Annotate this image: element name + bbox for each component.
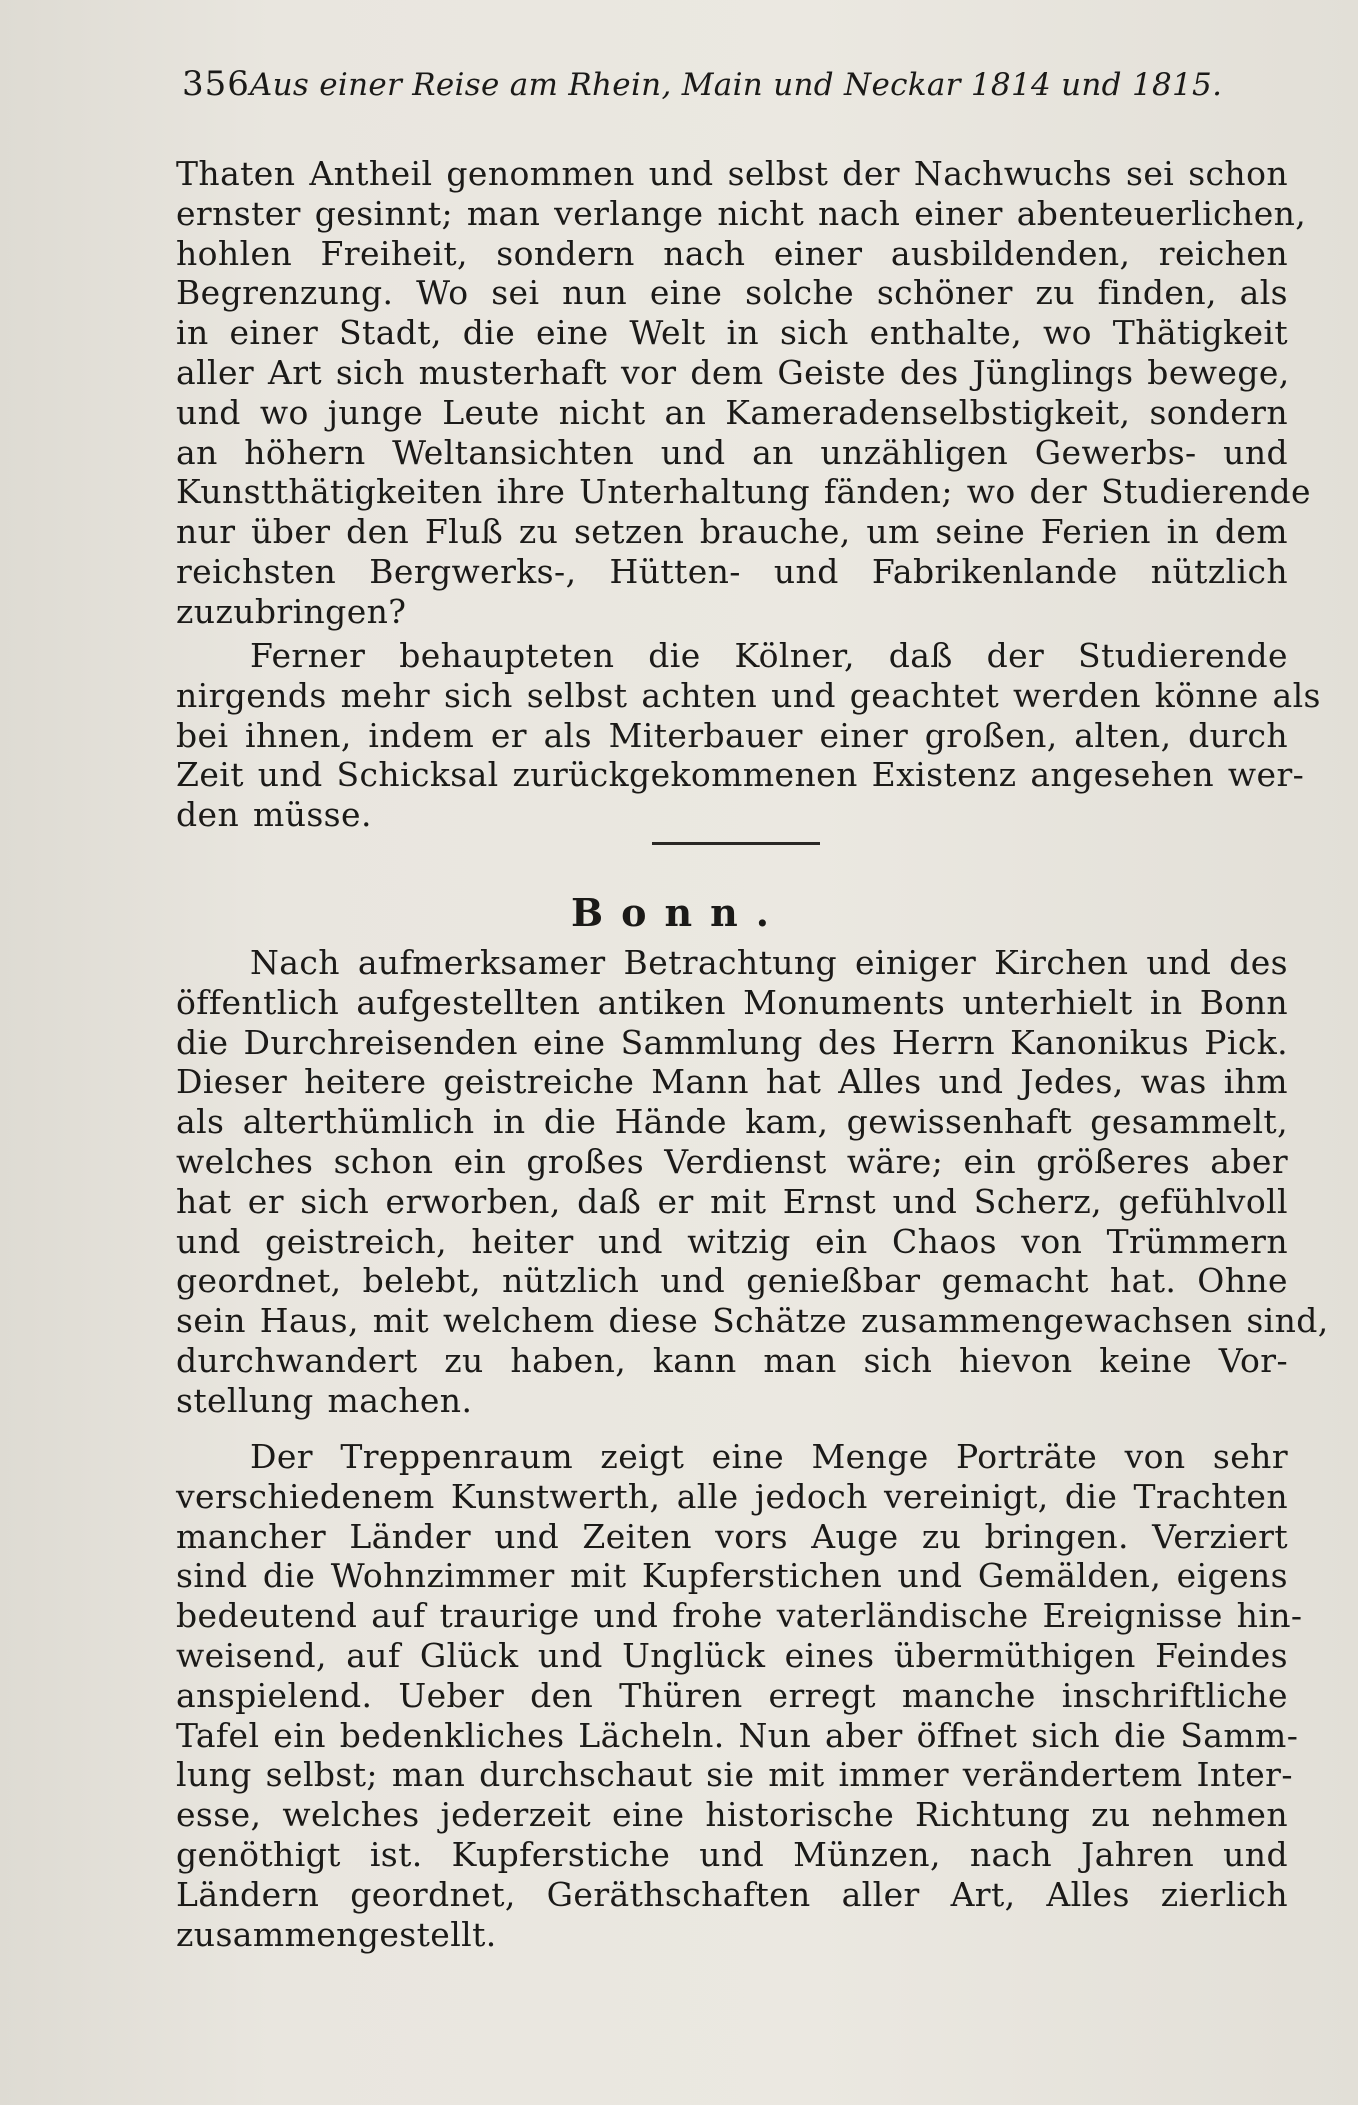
text-line: den müsse. [176, 795, 372, 835]
text-line: die Durchreisenden eine Sammlung des Herrn Kanonikus Pick. [176, 1022, 1288, 1062]
text-line: mancher Länder und Zeiten vors Auge zu bringen. Verziert [176, 1516, 1288, 1556]
section-divider [652, 842, 820, 845]
text-line: zusammengestellt. [176, 1914, 497, 1954]
paragraph-2 [176, 636, 1321, 835]
paragraph-4 [176, 1437, 1303, 1954]
page-header [182, 64, 1223, 114]
text-line: und geistreich, heiter und witzig ein Chaos von Trümmern [176, 1221, 1288, 1261]
page-number: 356 [182, 64, 250, 104]
text-line: an höhern Weltansichten und an unzähligen Gewerbs- und [176, 432, 1288, 472]
text-line: durchwandert zu haben, kann man sich hievon keine Vor- [176, 1340, 1288, 1380]
text-line: Ländern geordnet, Geräthschaften aller Art, Alles zierlich [176, 1874, 1288, 1914]
text-line: sind die Wohnzimmer mit Kupferstichen und Gemälden, eigens [176, 1556, 1288, 1596]
text-line: hat er sich erworben, daß er mit Ernst und Scherz, gefühlvoll [176, 1181, 1288, 1221]
text-line: aller Art sich musterhaft vor dem Geiste des Jünglings bewege, [176, 352, 1290, 392]
running-head: Aus einer Reise am Rhein, Main und Neckar 1814 und 1815. [249, 67, 1223, 103]
text-line: zuzubringen? [176, 591, 407, 631]
text-line: bei ihnen, indem er als Miterbauer einer großen, alten, durch [176, 715, 1288, 755]
text-line: Der Treppenraum zeigt eine Menge Porträte von sehr [250, 1437, 1288, 1476]
text-line: stellung machen. [176, 1380, 473, 1420]
text-line: verschiedenem Kunstwerth, alle jedoch vereinigt, die Trachten [176, 1476, 1288, 1516]
text-line: sein Haus, mit welchem diese Schätze zusammengewachsen sind, [176, 1301, 1329, 1341]
text-line: anspielend. Ueber den Thüren erregt manche inschriftliche [176, 1675, 1288, 1715]
text-line: esse, welches jederzeit eine historische Richtung zu nehmen [176, 1795, 1288, 1835]
text-line: als alterthümlich in die Hände kam, gewissenhaft gesammelt, [176, 1102, 1288, 1142]
text-line: nirgends mehr sich selbst achten und geachtet werden könne als [176, 675, 1321, 715]
text-line: geordnet, belebt, nützlich und genießbar gemacht hat. Ohne [176, 1261, 1288, 1301]
text-line: weisend, auf Glück und Unglück eines übermüthigen Feindes [176, 1635, 1288, 1675]
text-line: lung selbst; man durchschaut sie mit immer verändertem Inter- [176, 1755, 1293, 1795]
text-line: Thaten Antheil genommen und selbst der Nachwuchs sei schon [176, 154, 1288, 193]
text-line: welches schon ein großes Verdienst wäre; ein größeres aber [176, 1141, 1288, 1181]
text-line: in einer Stadt, die eine Welt in sich enthalte, wo Thätigkeit [176, 313, 1288, 353]
text-line: Tafel ein bedenkliches Lächeln. Nun aber öffnet sich die Samm- [176, 1715, 1299, 1755]
text-line: Zeit und Schicksal zurückgekommenen Existenz angesehen wer- [176, 755, 1305, 795]
text-line: und wo junge Leute nicht an Kameradenselbstigkeit, sondern [176, 392, 1288, 432]
text-line: nur über den Fluß zu setzen brauche, um seine Ferien in dem [176, 512, 1288, 552]
text-line: ernster gesinnt; man verlange nicht nach einer abenteuerlichen, [176, 193, 1307, 233]
paragraph-3 [176, 943, 1329, 1421]
text-line: bedeutend auf traurige und frohe vaterländische Ereignisse hin- [176, 1596, 1303, 1636]
text-line: Dieser heitere geistreiche Mann hat Alles und Jedes, was ihm [176, 1062, 1288, 1102]
text-line: hohlen Freiheit, sondern nach einer ausbildenden, reichen [176, 233, 1288, 273]
text-line: genöthigt ist. Kupferstiche und Münzen, nach Jahren und [176, 1834, 1288, 1874]
text-line: öffentlich aufgestellten antiken Monuments unterhielt in Bonn [176, 982, 1288, 1022]
text-line: Kunstthätigkeiten ihre Unterhaltung fänden; wo der Studierende [176, 472, 1311, 512]
text-line: Nach aufmerksamer Betrachtung einiger Kirchen und des [250, 943, 1288, 982]
text-line: reichsten Bergwerks-, Hütten- und Fabrikenlande nützlich [176, 551, 1288, 591]
text-line: Begrenzung. Wo sei nun eine solche schöner zu finden, als [176, 273, 1288, 313]
text-line: Ferner behaupteten die Kölner, daß der Studierende [250, 636, 1288, 675]
section-title: Bonn. [571, 890, 787, 935]
paragraph-1 [176, 154, 1311, 632]
